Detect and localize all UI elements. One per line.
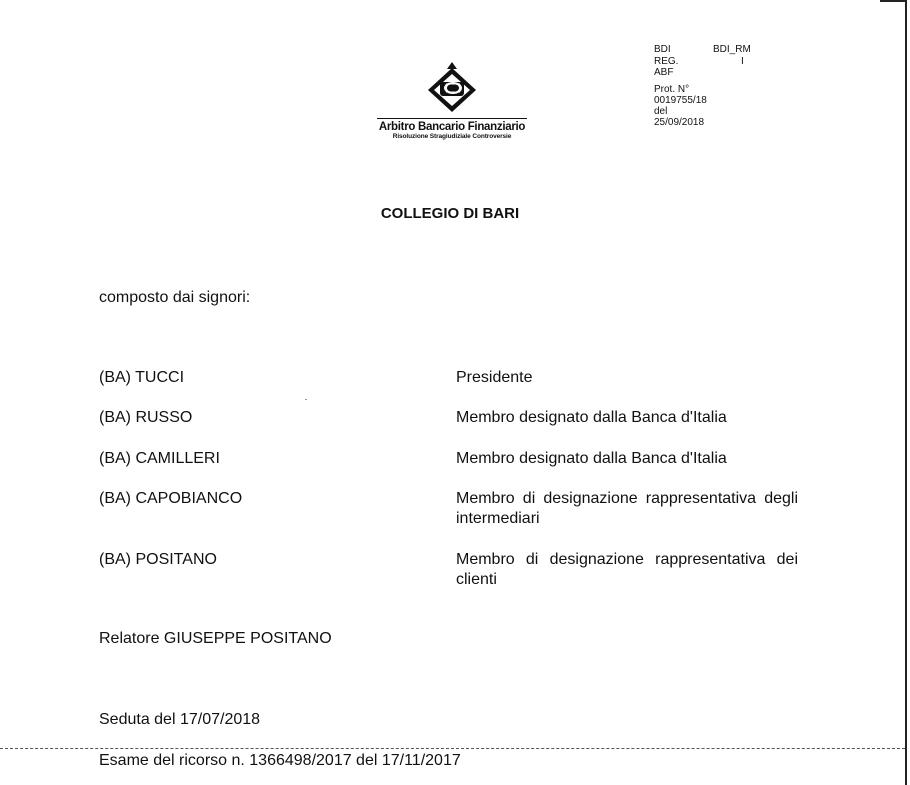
seduta-text: Seduta del 17/07/2018 <box>99 711 261 728</box>
page-break-line <box>0 748 905 749</box>
esame-text: Esame del ricorso n. 1366498/2017 del 17/11/2017 <box>99 752 461 769</box>
document-title: COLLEGIO DI BARI <box>380 205 520 222</box>
intro-text: composto dai signori: <box>99 289 251 306</box>
abf-emblem-icon <box>422 62 482 114</box>
member-name: (BA) CAMILLERI <box>99 450 220 467</box>
logo-name: Arbitro Bancario Finanziario <box>378 121 526 133</box>
meta-line2-right: I <box>741 56 744 67</box>
member-name: (BA) TUCCI <box>99 369 185 386</box>
member-name: (BA) CAPOBIANCO <box>99 490 243 507</box>
member-role: Membro di designazione rappresentativa degli intermediari <box>456 490 798 527</box>
page-edge-right <box>905 0 907 785</box>
member-name: (BA) POSITANO <box>99 551 217 568</box>
scan-speck <box>305 399 307 400</box>
meta-line2-left: REG. ABF <box>654 56 679 78</box>
abf-logo <box>376 62 528 141</box>
logo-rule <box>377 118 527 119</box>
meta-line1-left: BDI <box>654 44 671 55</box>
protocol-number: Prot. N° 0019755/18 del 25/09/2018 <box>654 84 707 128</box>
member-role: Membro di designazione rappresentativa dei clienti <box>456 551 798 588</box>
relatore-text: Relatore GIUSEPPE POSITANO <box>99 630 332 647</box>
logo-subtitle: Risoluzione Stragiudiziale Controversie <box>392 133 512 140</box>
member-role: Membro designato dalla Banca d'Italia <box>456 450 727 467</box>
page-edge-top <box>880 0 907 2</box>
member-role: Membro designato dalla Banca d'Italia <box>456 409 727 426</box>
member-role: Presidente <box>456 369 533 386</box>
member-name: (BA) RUSSO <box>99 409 193 426</box>
meta-line1-right: BDI_RM <box>713 44 751 55</box>
